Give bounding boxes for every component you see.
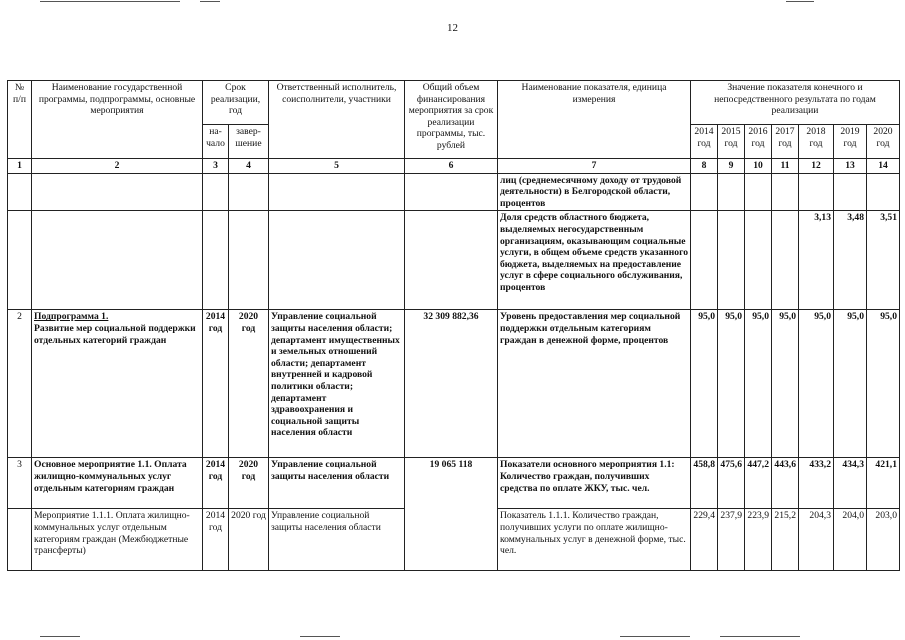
value-cell: 447,2 <box>745 458 772 509</box>
header-executor: Ответственный исполнитель, соисполнители, участники <box>269 81 405 159</box>
start-year: 2014 год <box>203 458 229 509</box>
header-year: 2016 год <box>745 125 772 159</box>
program-name-cell: Мероприятие 1.1.1. Оплата жилищно-коммунальных услуг отдельным категориям граждан (Межбюджетные трансферты) <box>32 509 203 571</box>
executor-cell: Управление социальной защиты населения области; департамент имущественных и земельных отношений области; департамент внутренней и кадровой политики области; департамент здравоохранения и социальной защиты населения области <box>269 310 405 458</box>
value-cell: 475,6 <box>718 458 745 509</box>
subprogram-title: Подпрограмма 1. <box>34 311 109 323</box>
value-cell: 433,2 <box>799 458 834 509</box>
header-period: Срок реализации, год <box>203 81 269 125</box>
table-row <box>8 211 900 310</box>
finance-cell: 19 065 118 <box>405 458 498 571</box>
header-finance: Общий объем финансирования мероприятия за срок реализации программы, тыс. рублей <box>405 81 498 159</box>
value-cell <box>718 211 745 310</box>
start-year: 2014 год <box>203 310 229 458</box>
scan-edge-line <box>620 636 690 637</box>
value-cell: 95,0 <box>691 310 718 458</box>
program-table <box>7 80 900 571</box>
end-year: 2020 год <box>229 310 269 458</box>
row-number: 3 <box>8 458 32 509</box>
column-index-row <box>8 159 900 174</box>
value-cell: 3,51 <box>867 211 900 310</box>
finance-cell: 32 309 882,36 <box>405 310 498 458</box>
value-cell: 95,0 <box>834 310 867 458</box>
scan-edge-line <box>300 636 340 637</box>
value-cell: 3,48 <box>834 211 867 310</box>
scan-edge-line <box>40 1 180 2</box>
header-year: 2018 год <box>799 125 834 159</box>
value-cell <box>772 211 799 310</box>
executor-cell: Управление социальной защиты населения области <box>269 509 405 571</box>
col-index: 9 <box>718 159 745 174</box>
indicator-cell: Уровень предоставления мер социальной поддержки отдельным категориям граждан в денежной форме, процентов <box>498 310 691 458</box>
page-number: 12 <box>447 22 458 34</box>
value-cell <box>691 211 718 310</box>
value-cell: 223,9 <box>745 509 772 571</box>
value-cell: 95,0 <box>745 310 772 458</box>
value-cell: 95,0 <box>799 310 834 458</box>
executor-cell: Управление социальной защиты населения области <box>269 458 405 509</box>
scan-edge-line <box>786 1 814 2</box>
col-index: 5 <box>269 159 405 174</box>
header-program: Наименование государственной программы, подпрограммы, основные мероприятия <box>32 81 203 159</box>
value-cell: 229,4 <box>691 509 718 571</box>
header-row <box>8 81 900 125</box>
col-index: 11 <box>772 159 799 174</box>
header-year: 2014 год <box>691 125 718 159</box>
value-cell: 95,0 <box>772 310 799 458</box>
header-indicator: Наименование показателя, единица измерения <box>498 81 691 159</box>
value-cell: 203,0 <box>867 509 900 571</box>
header-num: № п/п <box>8 81 32 159</box>
value-cell: 3,13 <box>799 211 834 310</box>
col-index: 13 <box>834 159 867 174</box>
col-index: 6 <box>405 159 498 174</box>
col-index: 8 <box>691 159 718 174</box>
value-cell: 434,3 <box>834 458 867 509</box>
subprogram-name: Развитие мер социальной поддержки отдельных категорий граждан <box>34 322 196 346</box>
col-index: 2 <box>32 159 203 174</box>
value-cell: 215,2 <box>772 509 799 571</box>
end-year: 2020 год <box>229 458 269 509</box>
col-index: 7 <box>498 159 691 174</box>
value-cell: 204,0 <box>834 509 867 571</box>
col-index: 12 <box>799 159 834 174</box>
value-cell: 95,0 <box>867 310 900 458</box>
scan-edge-line <box>40 636 80 637</box>
start-year: 2014 год <box>203 509 229 571</box>
program-name-cell: Основное мероприятие 1.1. Оплата жилищно-коммунальных услуг отдельным категориям граждан <box>32 458 203 509</box>
table-row <box>8 458 900 509</box>
indicator-cell: Показатель 1.1.1. Количество граждан, получивших услуги по оплате жилищно-коммунальных услуг в денежной форме, тыс. чел. <box>498 509 691 571</box>
col-index: 14 <box>867 159 900 174</box>
header-year: 2019 год <box>834 125 867 159</box>
value-cell <box>745 211 772 310</box>
value-cell: 237,9 <box>718 509 745 571</box>
col-index: 4 <box>229 159 269 174</box>
value-cell: 421,1 <box>867 458 900 509</box>
scan-edge-line <box>720 636 800 637</box>
col-index: 3 <box>203 159 229 174</box>
value-cell: 204,3 <box>799 509 834 571</box>
value-cell: 95,0 <box>718 310 745 458</box>
col-index: 10 <box>745 159 772 174</box>
table-row <box>8 173 900 211</box>
indicator-cell: лиц (среднемесячному доходу от трудовой деятельности) в Белгородской области, процентов <box>498 173 691 211</box>
table-row <box>8 310 900 458</box>
header-year: 2020 год <box>867 125 900 159</box>
header-start: на-чало <box>203 125 229 159</box>
header-year: 2015 год <box>718 125 745 159</box>
header-end: завер-шение <box>229 125 269 159</box>
row-number: 2 <box>8 310 32 458</box>
program-name-cell <box>32 310 203 458</box>
end-year: 2020 год <box>229 509 269 571</box>
scan-edge-line <box>200 1 220 2</box>
indicator-cell: Доля средств областного бюджета, выделяемых негосударственным организациям, оказывающим социальные услуги, в общем объеме средств указанного бюджета, выделяемых на предоставление услуг в сфере социального обслуживания, процентов <box>498 211 691 310</box>
header-values: Значение показателя конечного и непосредственного результата по годам реализации <box>691 81 900 125</box>
header-year: 2017 год <box>772 125 799 159</box>
value-cell: 458,8 <box>691 458 718 509</box>
col-index: 1 <box>8 159 32 174</box>
value-cell: 443,6 <box>772 458 799 509</box>
indicator-cell: Показатели основного мероприятия 1.1: Количество граждан, получивших средства по оплате ЖКУ, тыс. чел. <box>498 458 691 509</box>
